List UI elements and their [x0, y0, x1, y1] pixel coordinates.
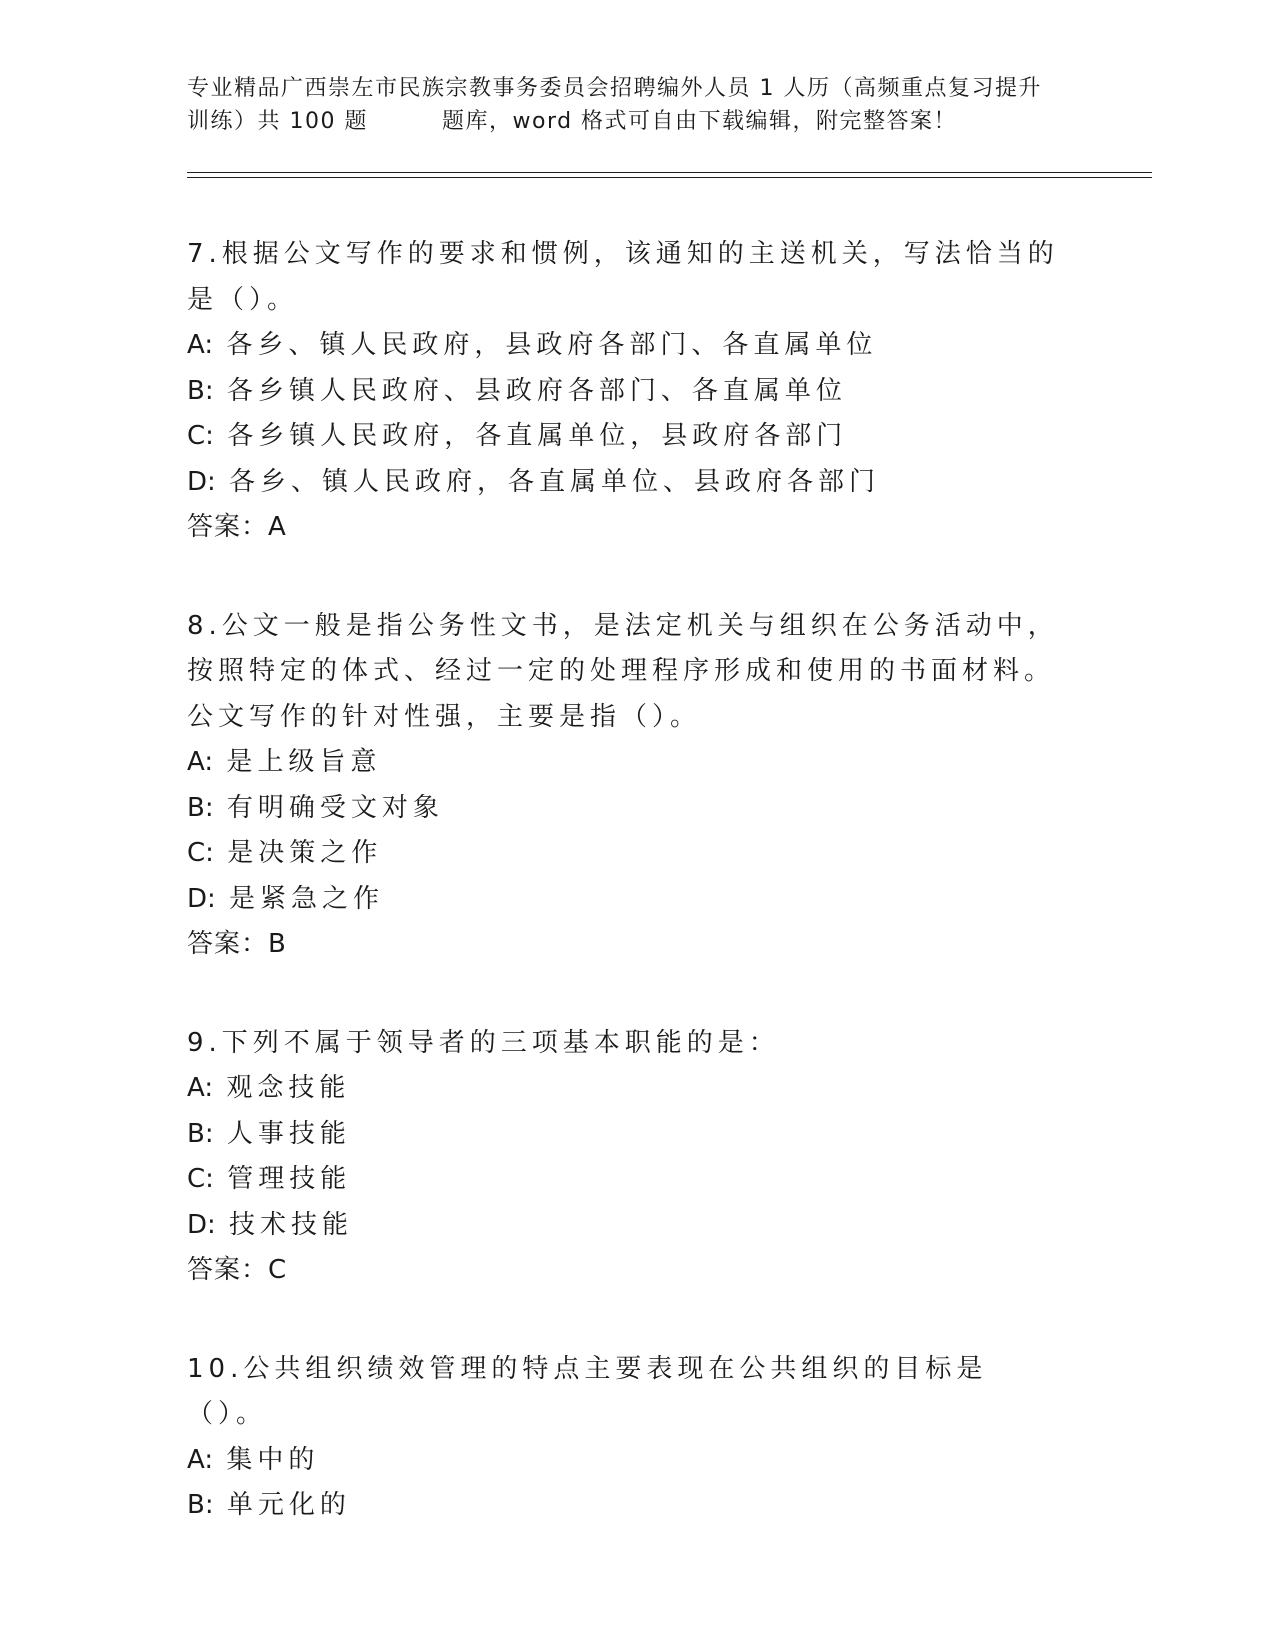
question-stem: 9.下列不属于领导者的三项基本职能的是： [187, 1027, 780, 1058]
header-line-2 [187, 105, 1087, 138]
option-letter: A: [187, 330, 214, 360]
option-letter: B: [187, 792, 214, 823]
option-c [187, 1157, 1067, 1203]
option-letter: B: [187, 1118, 214, 1149]
question-stem: 7.根据公文写作的要求和惯例，该通知的主送机关，写法恰当的是（）。 [187, 239, 1059, 315]
option-text: 是上级旨意 [226, 747, 382, 777]
answer-line: 答案：A [187, 512, 287, 542]
option-d [187, 1203, 1067, 1249]
option-letter: D: [187, 466, 216, 497]
option-text: 各乡镇人民政府，各直属单位，县政府各部门 [227, 421, 848, 451]
header-line-2-right: 题库，word 格式可自由下载编辑，附完整答案！ [441, 109, 958, 134]
option-letter: A: [187, 1073, 214, 1103]
option-text: 是决策之作 [227, 838, 383, 868]
option-text: 是紧急之作 [229, 883, 385, 914]
option-text: 集中的 [226, 1444, 320, 1475]
option-b [187, 786, 1067, 832]
option-a [187, 1066, 1067, 1112]
option-text: 管理技能 [227, 1164, 352, 1194]
option-letter: A: [187, 1444, 214, 1475]
question-list [187, 232, 1067, 1582]
answer-line: 答案：B [187, 929, 287, 959]
option-letter: B: [187, 375, 214, 406]
question-8 [187, 604, 1067, 968]
question-stem: 8.公文一般是指公务性文书，是法定机关与组织在公务活动中，按照特定的体式、经过一定的处理程序形成和使用的书面材料。公文写作的针对性强，主要是指（）。 [187, 610, 1059, 732]
option-a [187, 323, 1067, 369]
option-letter: A: [187, 747, 214, 777]
header-line-2-left: 训练）共 100 题 [187, 109, 368, 134]
option-b [187, 1483, 1067, 1529]
question-9 [187, 1021, 1067, 1294]
option-text: 各乡、镇人民政府，县政府各部门、各直属单位 [226, 330, 878, 360]
header-rule-bottom [187, 177, 1152, 178]
option-letter: D: [187, 1209, 216, 1240]
option-letter: D: [187, 883, 216, 914]
option-c [187, 831, 1067, 877]
option-a [187, 1438, 1067, 1484]
option-d [187, 877, 1067, 923]
option-d [187, 460, 1067, 506]
option-letter: C: [187, 1164, 214, 1194]
option-text: 有明确受文对象 [226, 792, 444, 823]
question-7 [187, 232, 1067, 551]
question-stem: 10.公共组织绩效管理的特点主要表现在公共组织的目标是（）。 [187, 1353, 988, 1429]
option-b [187, 369, 1067, 415]
document-header [187, 72, 1087, 138]
option-letter: B: [187, 1490, 214, 1520]
option-text: 各乡镇人民政府、县政府各部门、各直属单位 [226, 375, 847, 406]
option-c [187, 414, 1067, 460]
header-line-1: 专业精品广西崇左市民族宗教事务委员会招聘编外人员 1 人历（高频重点复习提升 [187, 76, 1042, 101]
answer-line: 答案：C [187, 1255, 288, 1285]
header-rule-top [187, 172, 1152, 173]
option-b [187, 1112, 1067, 1158]
option-letter: C: [187, 421, 214, 451]
option-text: 人事技能 [226, 1118, 351, 1149]
option-text: 观念技能 [226, 1073, 351, 1103]
option-letter: C: [187, 838, 214, 868]
option-text: 技术技能 [229, 1209, 354, 1240]
option-text: 各乡、镇人民政府，各直属单位、县政府各部门 [229, 466, 881, 497]
option-a [187, 740, 1067, 786]
option-text: 单元化的 [226, 1490, 351, 1520]
question-10 [187, 1347, 1067, 1529]
